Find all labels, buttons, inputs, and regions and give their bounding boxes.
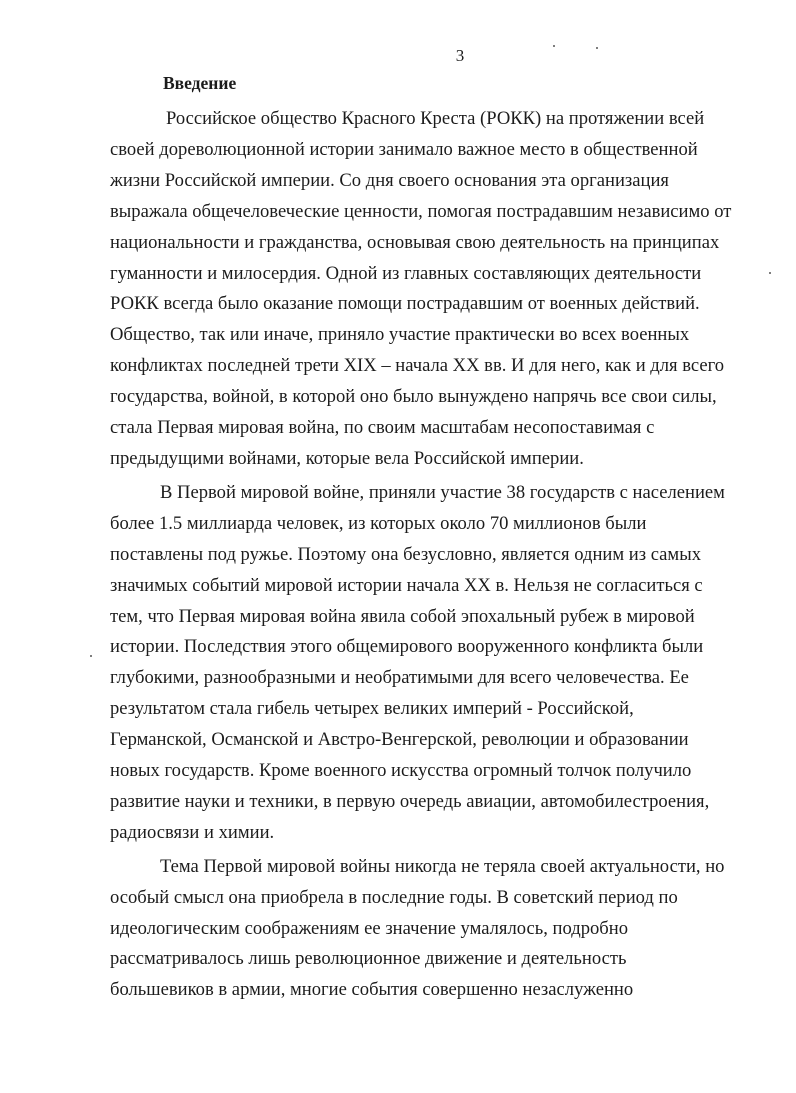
text-line: стала Первая мировая война, по своим масштабам несопоставимая с (110, 417, 655, 439)
text-line: радиосвязи и химии. (110, 821, 275, 843)
scan-speck (769, 272, 771, 274)
text-line: Тема Первой мировой войны никогда не теряла своей актуальности, но (160, 855, 725, 877)
paragraph-1 (110, 104, 743, 475)
text-line: развитие науки и техники, в первую очередь авиации, автомобилестроения, (110, 790, 710, 812)
text-line: особый смысл она приобрела в последние годы. В советский период по (110, 886, 678, 908)
text-line: Германской, Османской и Австро-Венгерской, революции и образовании (110, 729, 689, 751)
text-line: гуманности и милосердия. Одной из главных составляющих деятельности (110, 262, 702, 284)
section-heading: Введение (163, 73, 237, 93)
text-line: глубокими, разнообразными и необратимыми для всего человечества. Ее (110, 667, 689, 689)
text-line: новых государств. Кроме военного искусства огромный толчок получило (110, 760, 692, 782)
text-line: РОКК всегда было оказание помощи пострадавшим от военных действий. (110, 293, 700, 315)
text-line: большевиков в армии, многие события совершенно незаслуженно (110, 979, 634, 1001)
text-line: своей дореволюционной истории занимало важное место в общественной (110, 138, 698, 160)
text-line: более 1.5 миллиарда человек, из которых около 70 миллионов были (110, 512, 647, 534)
text-line: идеологическим соображениям ее значение умалялось, подробно (110, 917, 629, 939)
text-line: национальности и гражданства, основывая свою деятельность на принципах (110, 231, 720, 253)
text-line: выражала общечеловеческие ценности, помогая пострадавшим независимо от (110, 200, 732, 222)
text-line: Российское общество Красного Креста (РОКК) на протяжении всей (166, 108, 705, 129)
text-line: жизни Российской империи. Со дня своего основания эта организация (110, 169, 669, 191)
body-text (110, 104, 743, 1006)
scan-speck (90, 655, 92, 657)
text-line: В Первой мировой войне, приняли участие 38 государств с населением (160, 481, 725, 503)
text-line: конфликтах последней трети XIX – начала XX вв. И для него, как и для всего (110, 355, 725, 377)
page-number: 3 (455, 46, 465, 65)
scan-speck (596, 47, 598, 49)
text-line: значимых событий мировой истории начала XX в. Нельзя не согласиться с (110, 574, 703, 596)
text-line: государства, войной, в которой оно было вынуждено напрячь все свои силы, (110, 386, 717, 408)
text-line: результатом стала гибель четырех великих империй - Российской, (110, 698, 634, 720)
text-line: истории. Последствия этого общемирового вооруженного конфликта были (110, 636, 704, 658)
text-line: тем, что Первая мировая война явила собой эпохальный рубеж в мировой (110, 605, 695, 627)
text-line: поставлены под ружье. Поэтому она безусловно, является одним из самых (110, 543, 701, 565)
text-line: рассматривалось лишь революционное движение и деятельность (110, 948, 627, 970)
scan-speck (553, 45, 555, 47)
paragraph-3 (110, 852, 743, 1007)
text-line: Общество, так или иначе, приняло участие практически во всех военных (110, 324, 690, 346)
text-line: предыдущими войнами, которые вела Российской империи. (110, 447, 584, 469)
paragraph-2 (110, 478, 743, 849)
